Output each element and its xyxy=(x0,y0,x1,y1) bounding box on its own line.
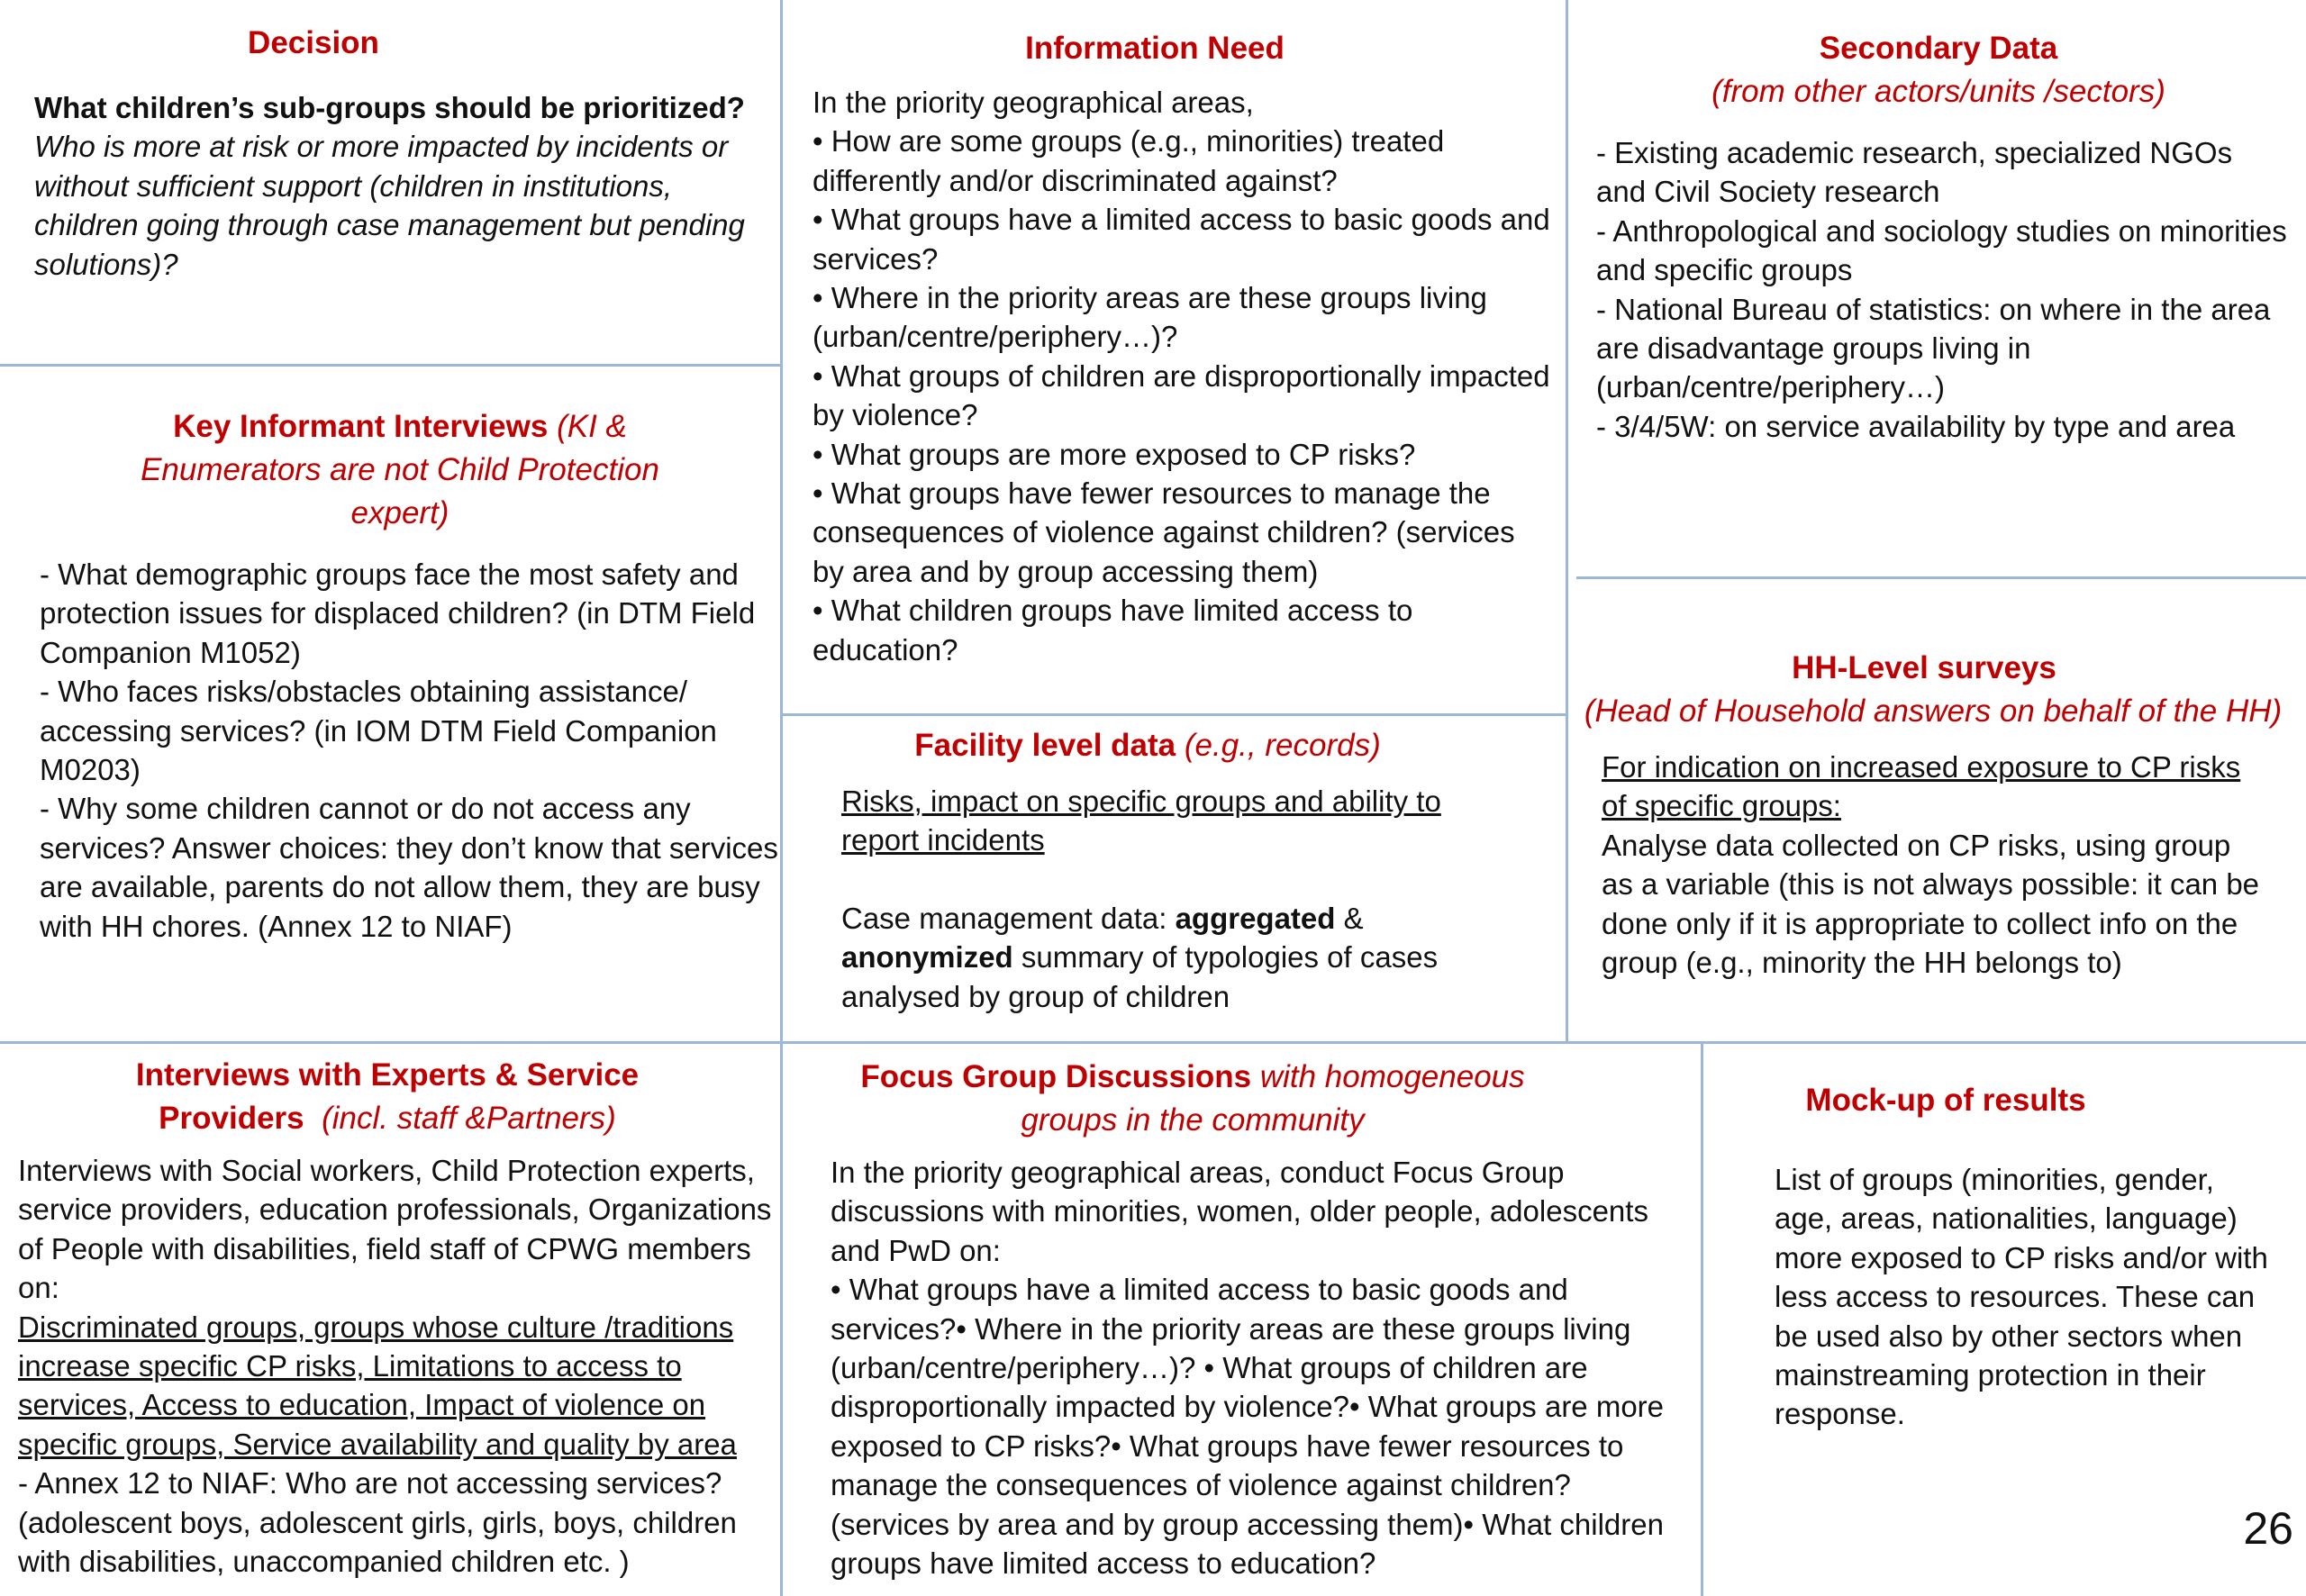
information-need-intro: In the priority geographical areas, xyxy=(813,86,1254,119)
experts-panel xyxy=(18,1054,775,1581)
decision-title: Decision xyxy=(248,25,379,60)
secondary-data-item: - National Bureau of statistics: on where in the area are disadvantage groups living in (urban/centre/periphery…) xyxy=(1596,292,2271,404)
decision-detail: Who is more at risk or more impacted by incidents or without sufficient support (children in institutions, children going through case management but pending solutions)? xyxy=(34,130,745,281)
fgd-intro: In the priority geographical areas, conduct Focus Group discussions with minorities, women, older people, adolescents and PwD on: xyxy=(831,1156,1648,1267)
key-informant-title-block xyxy=(40,405,760,535)
key-informant-title-note: (KI & Enumerators are not Child Protection expert) xyxy=(141,409,659,530)
experts-title-block xyxy=(18,1054,757,1140)
secondary-data-title: Secondary Data xyxy=(1819,31,2058,66)
divider-vertical-bottom-left xyxy=(780,1043,783,1596)
divider-vertical-left xyxy=(780,0,783,1043)
facility-panel xyxy=(841,724,1553,1016)
mockup-title: Mock-up of results xyxy=(1805,1083,2086,1118)
hh-surveys-underlined: For indication on increased exposure to CP risks of specific groups: xyxy=(1602,750,2241,823)
divider-vertical-bottom-right xyxy=(1701,1043,1703,1596)
hh-surveys-body: Analyse data collected on CP risks, using group as a variable (this is not always possible: it can be done only if it is appropriate to collect info on the group (e.g., minority the HH belongs to) xyxy=(1602,828,2260,980)
information-need-panel xyxy=(813,27,1551,669)
experts-intro: Interviews with Social workers, Child Protection experts, service providers, education professionals, Organizations of People with disabilities, field staff of CPWG members on: xyxy=(18,1154,772,1305)
secondary-data-item: - Anthropological and sociology studies on minorities and specific groups xyxy=(1596,213,2287,287)
key-informant-title: Key Informant Interviews xyxy=(173,409,549,444)
information-need-bullet: • What groups have a limited access to basic goods and services? xyxy=(813,203,1550,276)
key-informant-panel xyxy=(40,405,778,946)
experts-title-note: (incl. staff &Partners) xyxy=(322,1101,616,1136)
hh-surveys-panel xyxy=(1573,647,2301,982)
information-need-title: Information Need xyxy=(1025,31,1285,66)
key-informant-item: - What demographic groups face the most safety and protection issues for displaced children? (in DTM Field Companion M1052) xyxy=(40,558,756,669)
page-number: 26 xyxy=(2243,1503,2293,1554)
secondary-data-panel xyxy=(1596,27,2290,446)
information-need-bullet: • Where in the priority areas are these groups living (urban/centre/periphery…)? xyxy=(813,281,1487,354)
secondary-data-item: - 3/4/5W: on service availability by type and area xyxy=(1596,409,2236,443)
information-need-bullet: • What groups are more exposed to CP risks? xyxy=(813,437,1416,471)
information-need-bullet: • What groups of children are disproportionally impacted by violence? xyxy=(813,358,1550,432)
mockup-body: List of groups (minorities, gender, age, areas, nationalities, language) more exposed to CP risks and/or with less access to resources. These can be used also by other sectors when mainstreaming protection in their response. xyxy=(1775,1163,2268,1431)
hh-surveys-subtitle: (Head of Household answers on behalf of the HH) xyxy=(1584,694,2283,729)
secondary-data-subtitle: (from other actors/units /sectors) xyxy=(1711,74,2165,109)
hh-surveys-title: HH-Level surveys xyxy=(1792,650,2056,685)
decision-question: What children’s sub-groups should be prioritized? xyxy=(34,91,745,124)
experts-annex: - Annex 12 to NIAF: Who are not accessing services? (adolescent boys, adolescent girls, girls, boys, children with disabilities, unaccompanied children etc. ) xyxy=(18,1466,737,1579)
divider-horizontal-info xyxy=(782,713,1566,716)
facility-title: Facility level data xyxy=(914,728,1176,763)
information-need-bullet: • What groups have fewer resources to manage the consequences of violence against children? (services by area and by group accessing them) xyxy=(813,476,1515,588)
experts-underlined: Discriminated groups, groups whose culture /traditions increase specific CP risks, Limitations to access to services, Access to education, Impact of violence on specific groups, Service availability and quality by area xyxy=(18,1310,737,1461)
facility-title-block xyxy=(841,724,1454,767)
experts-title-line1: Interviews with Experts & Service xyxy=(135,1057,640,1093)
information-need-bullet: • What children groups have limited access to education? xyxy=(813,594,1413,667)
fgd-title-note: with homogeneous groups in the community xyxy=(1021,1059,1525,1138)
divider-vertical-middle xyxy=(1566,0,1568,1043)
key-informant-item: - Why some children cannot or do not access any services? Answer choices: they don’t know that services are available, parents do not allow them, they are busy with HH chores. (Annex 12 to NIAF) xyxy=(40,792,778,943)
information-need-bullet: • How are some groups (e.g., minorities) treated differently and/or discriminated against? xyxy=(813,124,1445,197)
mockup-panel xyxy=(1711,1079,2297,1434)
experts-title-line2: Providers xyxy=(159,1101,304,1136)
divider-horizontal-secondary xyxy=(1576,576,2306,579)
fgd-body: • What groups have a limited access to basic goods and services?• Where in the priority areas are these groups living (urban/centre/periphery…)? • What groups of children are disproportionally impacted by violence?• What groups are more exposed to CP risks?• What groups have fewer resources to manage the consequences of violence against children? (services by area and by group accessing them)• What children groups have limited access to education? xyxy=(831,1273,1665,1581)
decision-panel xyxy=(34,22,773,284)
fgd-title-block xyxy=(796,1056,1589,1142)
fgd-panel xyxy=(796,1056,1693,1582)
secondary-data-item: - Existing academic research, specialized NGOs and Civil Society research xyxy=(1596,136,2233,209)
fgd-title: Focus Group Discussions xyxy=(860,1059,1252,1094)
divider-horizontal-decision xyxy=(0,364,780,367)
facility-title-note: (e.g., records) xyxy=(1184,728,1381,763)
key-informant-item: - Who faces risks/obstacles obtaining assistance/ accessing services? (in IOM DTM Field Companion M0203) xyxy=(40,675,717,787)
facility-underlined: Risks, impact on specific groups and ability to report incidents xyxy=(841,784,1441,857)
divider-horizontal-bottom xyxy=(0,1041,2306,1044)
facility-case-management: Case management data: aggregated & anonymized summary of typologies of cases analysed by group of children xyxy=(841,901,1439,1013)
